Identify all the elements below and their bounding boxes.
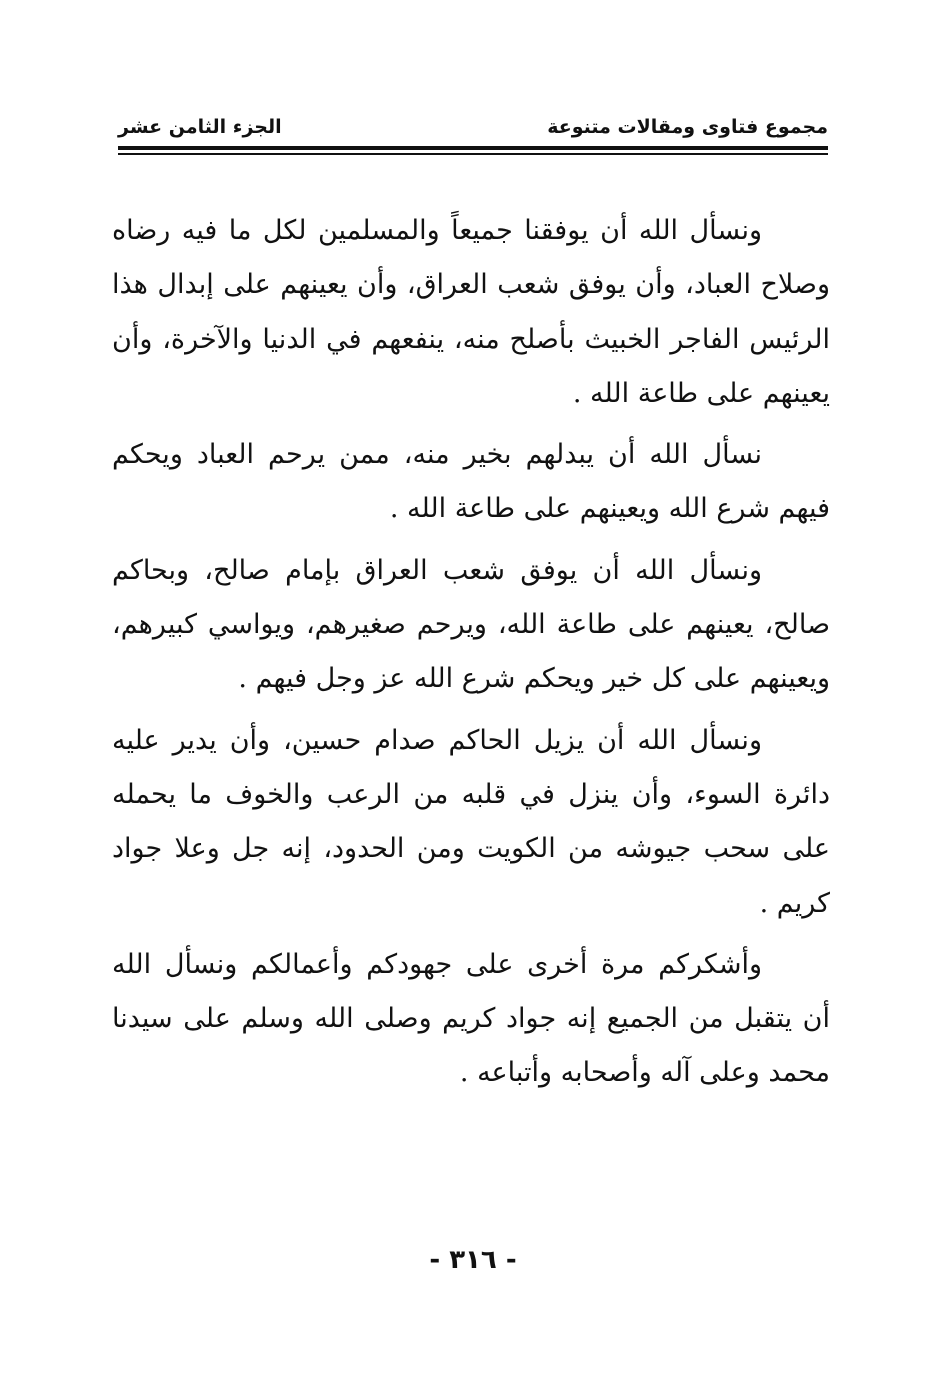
book-title: مجموع فتاوى ومقالات متنوعة <box>547 116 828 138</box>
paragraph-5: وأشكركم مرة أخرى على جهودكم وأعمالكم ونسأل الله أن يتقبل من الجميع إنه جواد كريم وصلى الله وسلم على سيدنا محمد وعلى آله وأصحابه وأتباعه . <box>112 948 830 1089</box>
header-rule-thick <box>118 146 828 150</box>
paragraph-1: ونسأل الله أن يوفقنا جميعاً والمسلمين لكل ما فيه رضاه وصلاح العباد، وأن يوفق شعب العراق، وأن يعينهم على إبدال هذا الرئيس الفاجر الخبيث بأصلح منه، ينفعهم في الدنيا والآخرة، وأن يعينهم على طاعة الله . <box>112 215 830 409</box>
paragraph-3: ونسأل الله أن يوفق شعب العراق بإمام صالح، وبحاكم صالح، يعينهم على طاعة الله، ويرحم صغيرهم، ويواسي كبيرهم، ويعينهم على كل خير ويحكم شرع الله عز وجل فيهم . <box>112 554 830 695</box>
paragraph-4: ونسأل الله أن يزيل الحاكم صدام حسين، وأن يدير عليه دائرة السوء، وأن ينزل في قلبه من الرعب والخوف ما يحمله على سحب جيوشه من الكويت ومن الحدود، إنه جل وعلا جواد كريم . <box>112 724 830 919</box>
page-number: - ٣١٦ - <box>429 1245 517 1275</box>
body-text <box>112 204 830 1108</box>
paragraph-2: نسأل الله أن يبدلهم بخير منه، ممن يرحم العباد ويحكم فيهم شرع الله ويعينهم على طاعة الله . <box>112 439 830 525</box>
volume-label: الجزء الثامن عشر <box>118 116 282 138</box>
header-rule-thin <box>118 153 828 155</box>
